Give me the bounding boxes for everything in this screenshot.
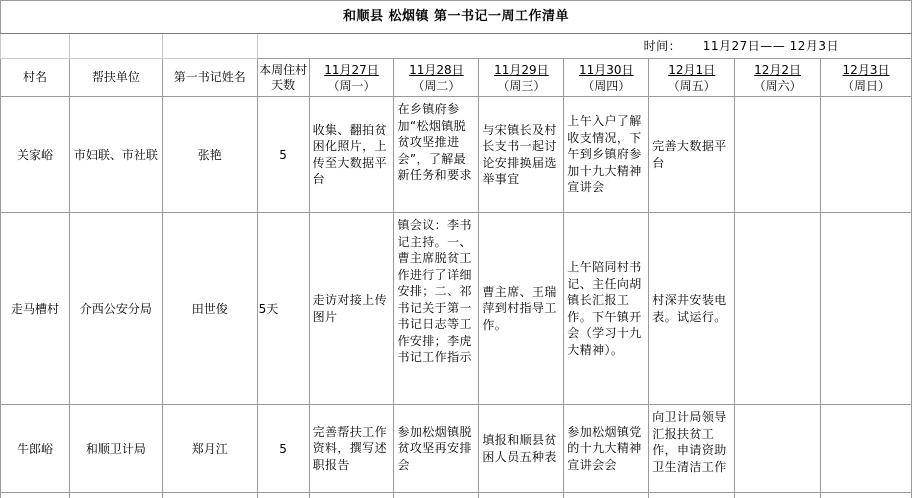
task-cell xyxy=(735,97,821,213)
task-cell: 收集、翻拍贫困化照片，上传至大数据平台 xyxy=(309,97,394,213)
task-cell: 镇会议：李书记主持。一、曹主席脱贫工作进行了详细安排；二、祁书记关于第一书记日志等工作安排；李虎书记工作指示 xyxy=(394,213,479,405)
secretary-cell: 郑月江 xyxy=(162,405,257,493)
task-cell: 曹主席、王瑞萍到村指导工作。 xyxy=(479,213,564,405)
header-day-4: 11月30日 （周四） xyxy=(564,59,649,97)
task-cell: 上午陪同村书记、主任向胡镇长汇报工作。下午镇开会（学习十九大精神）。 xyxy=(564,213,649,405)
task-cell: 上午入户了解收支情况，下午到乡镇府参加十九大精神宣讲会 xyxy=(564,97,649,213)
task-cell: 参加松烟镇党的十九大精神宣讲会会 xyxy=(564,405,649,493)
header-day-1: 11月27日 （周一） xyxy=(309,59,394,97)
task-cell: 完善大数据平台 xyxy=(649,97,735,213)
secretary-cell: 田世俊 xyxy=(162,213,257,405)
task-cell: 村深井安装电表。试运行。 xyxy=(649,213,735,405)
task-cell xyxy=(821,405,912,493)
unit-cell: 市妇联、市社联 xyxy=(69,97,162,213)
task-cell: 与宋镇长及村长支书一起讨论安排换届选举事宜 xyxy=(479,97,564,213)
header-day-2: 11月28日 （周二） xyxy=(394,59,479,97)
days-cell: 5 xyxy=(257,97,309,213)
task-cell: 完善帮扶工作资料，撰写述职报告 xyxy=(309,405,394,493)
task-cell: 在乡镇府参加“松烟镇脱贫攻坚推进会”，了解最新任务和要求 xyxy=(394,97,479,213)
village-cell: 关家峪 xyxy=(1,97,70,213)
table-row xyxy=(1,405,912,493)
days-cell: 5天 xyxy=(257,213,309,405)
task-cell: 填报和顺县贫困人员五种表 xyxy=(479,405,564,493)
village-cell: 牛郎峪 xyxy=(1,405,70,493)
header-day-3: 11月29日 （周三） xyxy=(479,59,564,97)
time-row xyxy=(1,34,912,59)
task-cell xyxy=(735,405,821,493)
header-day-6: 12月2日 （周六） xyxy=(735,59,821,97)
task-cell: 参加松烟镇脱贫攻坚再安排会 xyxy=(394,405,479,493)
header-day-7: 12月3日 （周日） xyxy=(821,59,912,97)
table-row xyxy=(1,493,912,498)
header-days-in-village: 本周住村天数 xyxy=(257,59,309,97)
time-range: 时间： 11月27日—— 12月3日 xyxy=(257,34,911,59)
village-cell: 走马槽村 xyxy=(1,213,70,405)
title-row xyxy=(1,1,912,34)
task-cell: 走访对接上传图片 xyxy=(309,213,394,405)
sheet-title: 和顺县 松烟镇 第一书记一周工作清单 xyxy=(1,1,912,34)
unit-cell: 和顺卫计局 xyxy=(69,405,162,493)
table-row xyxy=(1,97,912,213)
header-support-unit: 帮扶单位 xyxy=(69,59,162,97)
header-village: 村名 xyxy=(1,59,70,97)
unit-cell: 介西公安分局 xyxy=(69,213,162,405)
header-row xyxy=(1,59,912,97)
task-cell xyxy=(821,213,912,405)
secretary-cell: 张艳 xyxy=(162,97,257,213)
task-cell xyxy=(735,213,821,405)
task-cell xyxy=(821,97,912,213)
header-day-5: 12月1日 （周五） xyxy=(649,59,735,97)
table-row xyxy=(1,213,912,405)
header-secretary-name: 第一书记姓名 xyxy=(162,59,257,97)
days-cell: 5 xyxy=(257,405,309,493)
task-cell: 向卫计局领导汇报扶贫工作，申请资助卫生清洁工作 xyxy=(649,405,735,493)
